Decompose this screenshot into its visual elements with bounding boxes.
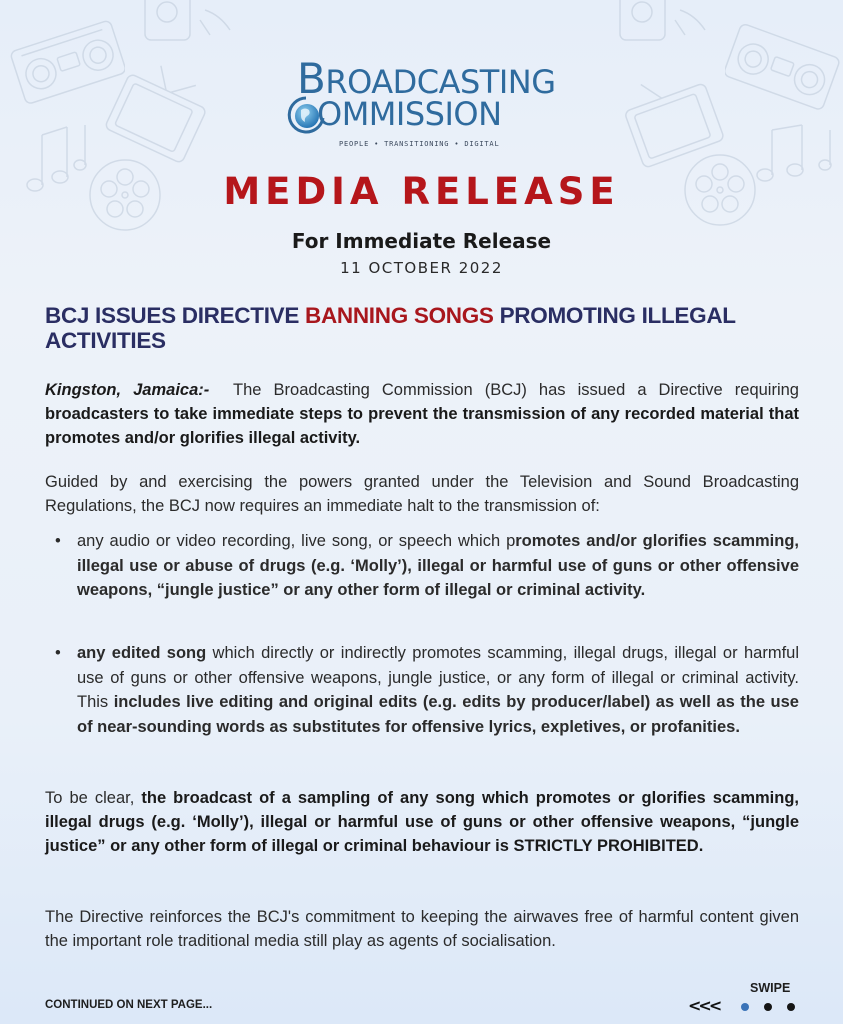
bullet-2-bold: includes live editing and original edits (e.g. edits by producer/label) as well as the use of near-sounding words as substitutes for offensive lyrics, expletives, or profanities. [77, 693, 799, 736]
list-item [55, 529, 799, 603]
page-title: MEDIA RELEASE [223, 170, 620, 213]
page-dot-3[interactable] [787, 1003, 795, 1011]
continued-note: CONTINUED ON NEXT PAGE... [45, 999, 213, 1011]
tv-icon-left [105, 65, 215, 165]
bullet-icon: • [55, 644, 61, 662]
bullet-2-lead: any edited song [77, 644, 207, 662]
release-date: 11 OCTOBER 2022 [340, 259, 503, 277]
page-dot-1[interactable] [741, 1003, 749, 1011]
page-dot-2[interactable] [764, 1003, 772, 1011]
swipe-label: SWIPE [750, 981, 791, 995]
swipe-arrows-icon[interactable]: <<< [688, 996, 720, 1015]
intro-bold: broadcasters to take immediate steps to prevent the transmission of any recorded material that promotes and/or glorifies illegal activity. [45, 405, 799, 447]
headline-highlight: BANNING SONGS [305, 303, 494, 328]
page-indicator[interactable] [741, 1003, 795, 1011]
broadcasting-commission-logo [287, 52, 557, 152]
bullet-1-normal: any audio or video recording, live song, or speech which p [77, 532, 516, 550]
guided-paragraph: Guided by and exercising the powers granted under the Television and Sound Broadcasting Regulations, the BCJ now requires an immediate halt to the transmission of: [45, 473, 799, 515]
bullet-2-normal: which directly or indirectly promotes scamming, illegal drugs, illegal or harmful use of guns or other offensive weapons, jungle justice, or any form of illegal or criminal activity. This [77, 644, 799, 711]
bullet-1-bold: romotes and/or glorifies scamming, illegal use or abuse of drugs (e.g. ‘Molly’), illegal or harmful use of guns or other offensive weapons, “jungle justice” or any other form of illegal or criminal activity. [77, 532, 799, 599]
bullet-icon: • [55, 532, 61, 550]
headline [45, 303, 805, 353]
tv-sign-icon-left [140, 0, 240, 50]
headline-part-3: PROMOTING ILLEGAL ACTIVITIES [45, 303, 736, 353]
logo-wordmark-line1: BROADCASTING [297, 54, 556, 103]
release-subtitle: For Immediate Release [291, 229, 552, 253]
list-item [55, 641, 799, 739]
logo-tagline: PEOPLE • TRANSITIONING • DIGITAL [339, 140, 500, 148]
headline-part-1: BCJ ISSUES DIRECTIVE [45, 303, 306, 328]
dateline: Kingston, Jamaica:- [45, 381, 210, 399]
closing-paragraph: The Directive reinforces the BCJ's commitment to keeping the airwaves free of harmful content given the important role traditional media still play as agents of socialisation. [45, 908, 799, 950]
intro-text: The Broadcasting Commission (BCJ) has issued a Directive requiring [209, 381, 804, 399]
clarification-bold: the broadcast of a sampling of any song which promotes or glorifies scamming, illegal drugs (e.g. ‘Molly’), illegal or harmful use of guns or other offensive weapons, “jungle justice” or any other form of illegal or criminal behaviour is STRICTLY PROHIBITED. [45, 789, 799, 855]
logo-wordmark-line2: OMMISSION [317, 95, 502, 133]
clarification-paragraph [45, 786, 799, 858]
tv-sign-icon-right [615, 0, 715, 50]
clarification-normal: To be clear, [45, 789, 142, 807]
boombox-icon-right [725, 15, 843, 115]
intro-paragraph [45, 378, 804, 450]
